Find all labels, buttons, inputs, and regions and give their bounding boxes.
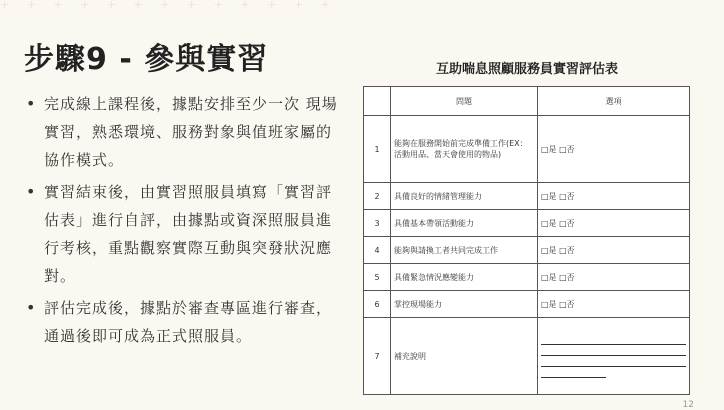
row-options[interactable]: □是 □否 bbox=[538, 237, 690, 264]
row-question: 能夠在服務開始前完成準備工作(EX：活動用品、當天會使用的物品) bbox=[391, 116, 538, 183]
header-no bbox=[364, 87, 391, 116]
evaluation-table bbox=[363, 86, 690, 395]
row-number: 4 bbox=[364, 237, 391, 264]
row-question: 具備良好的情緒管理能力 bbox=[391, 183, 538, 210]
row-question: 具備基本帶領活動能力 bbox=[391, 210, 538, 237]
table-row bbox=[364, 183, 690, 210]
row-number: 3 bbox=[364, 210, 391, 237]
row-number: 2 bbox=[364, 183, 391, 210]
page-number: 12 bbox=[682, 400, 694, 410]
slide-title: 步驟9 - 參與實習 bbox=[24, 42, 269, 77]
bullet-item: • 實習結束後，由實習照服員填寫「實習評估表」進行自評，由據點或資深照服員進行考核，重點觀察實際互動與突發狀況應對。 bbox=[24, 178, 344, 290]
table-row bbox=[364, 237, 690, 264]
header-options: 選項 bbox=[538, 87, 690, 116]
row-options[interactable]: □是 □否 bbox=[538, 264, 690, 291]
bullet-item: • 評估完成後，據點於審查專區進行審查，通過後即可成為正式照服員。 bbox=[24, 294, 344, 350]
row-number: 5 bbox=[364, 264, 391, 291]
notes-lines[interactable] bbox=[538, 318, 690, 395]
row-options[interactable]: □是 □否 bbox=[538, 116, 690, 183]
notes-line bbox=[541, 356, 686, 367]
table-row bbox=[364, 210, 690, 237]
bullet-item: • 完成線上課程後，據點安排至少一次 現場實習，熟悉環境、服務對象與值班家屬的協作模式。 bbox=[24, 90, 344, 174]
row-number: 7 bbox=[364, 318, 391, 395]
notes-line bbox=[541, 334, 686, 345]
row-number: 6 bbox=[364, 291, 391, 318]
bullet-list bbox=[24, 90, 344, 354]
row-options[interactable]: □是 □否 bbox=[538, 210, 690, 237]
table-title: 互助喘息照顧服務員實習評估表 bbox=[435, 62, 618, 77]
row-question: 掌控現場能力 bbox=[391, 291, 538, 318]
table-header-row bbox=[364, 87, 690, 116]
notes-line bbox=[541, 367, 606, 378]
row-question: 補充說明 bbox=[391, 318, 538, 395]
table-row bbox=[364, 264, 690, 291]
notes-line bbox=[541, 345, 686, 356]
header-question: 問題 bbox=[391, 87, 538, 116]
table-row-notes bbox=[364, 318, 690, 395]
table-row bbox=[364, 116, 690, 183]
row-question: 能夠與請換工者共同完成工作 bbox=[391, 237, 538, 264]
row-number: 1 bbox=[364, 116, 391, 183]
row-options[interactable]: □是 □否 bbox=[538, 291, 690, 318]
row-options[interactable]: □是 □否 bbox=[538, 183, 690, 210]
table-row bbox=[364, 291, 690, 318]
row-question: 具備緊急情況應變能力 bbox=[391, 264, 538, 291]
decorative-pattern: + + + + + + + + + + + + + bbox=[0, 0, 337, 11]
